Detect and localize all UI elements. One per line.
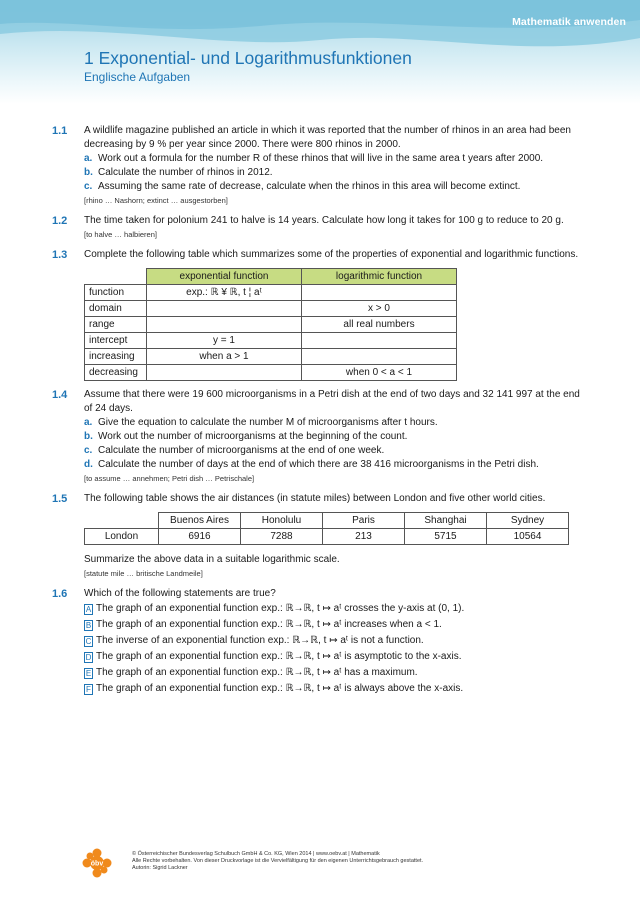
row-label: function <box>85 285 147 301</box>
sub-letter: c. <box>84 181 93 192</box>
task-text: Assume that there were 19 600 microorganisms in a Petri dish at the end of two days and 32 141 997 at the end of 24 days. <box>84 389 580 414</box>
choice-checkbox[interactable]: D <box>85 652 92 662</box>
choice-text: The graph of an exponential function exp.: ℝ→ℝ, t ↦ aᵗ has a maximum. <box>96 667 418 678</box>
footer-line: Alle Rechte vorbehalten. Von dieser Druckvorlage ist die Vervielfältigung für den eigenen Unterrichtsgebrauch gestattet. <box>132 858 424 864</box>
table-row <box>85 301 457 317</box>
table-cell: when a > 1 <box>147 349 302 365</box>
table-cell: exp.: ℝ ¥ ℝ, t ¦ aᵗ <box>147 285 302 301</box>
worksheet-content <box>0 124 640 704</box>
task-1-3 <box>0 248 640 381</box>
sub-letter: c. <box>84 445 93 456</box>
table-row <box>85 529 569 545</box>
choice-text: The graph of an exponential function exp.: ℝ→ℝ, t ↦ aᵗ is always above the x-axis. <box>96 683 464 694</box>
task-text: The time taken for polonium 241 to halve is 14 years. Calculate how long it takes for 100 g to reduce to 20 g. <box>84 215 564 226</box>
task-1-5 <box>0 492 640 580</box>
table-row <box>85 365 457 381</box>
sub-item <box>84 152 590 166</box>
table-cell: 5715 <box>405 529 487 545</box>
sub-text: Calculate the number of rhinos in 2012. <box>98 167 273 178</box>
vocabulary-note: [to halve … halbieren] <box>84 230 157 239</box>
table-cell: 6916 <box>159 529 241 545</box>
footer-line: Autorin: Sigrid Lackner <box>132 865 188 871</box>
table-cell: x > 0 <box>302 301 457 317</box>
choice-checkbox[interactable]: C <box>85 636 92 646</box>
task-text: Which of the following statements are true? <box>84 588 276 599</box>
table-cell: y = 1 <box>147 333 302 349</box>
vocabulary-note: [to assume … annehmen; Petri dish … Petrischale] <box>84 474 255 483</box>
table-row <box>85 285 457 301</box>
task-1-6 <box>0 587 640 697</box>
column-header: logarithmic function <box>302 269 457 285</box>
row-label: intercept <box>85 333 147 349</box>
sub-letter: a. <box>84 417 93 428</box>
table-row <box>85 333 457 349</box>
table-cell <box>302 349 457 365</box>
column-header: Buenos Aires <box>159 513 241 529</box>
sub-text: Work out a formula for the number R of these rhinos that will live in the same area t years after 2000. <box>98 153 544 164</box>
sub-item <box>84 430 590 444</box>
choice-item[interactable] <box>84 681 590 697</box>
vocabulary-note: [statute mile … britische Landmeile] <box>84 569 203 578</box>
table-cell <box>147 301 302 317</box>
sub-item <box>84 444 590 458</box>
task-text: Summarize the above data in a suitable logarithmic scale. <box>84 554 340 565</box>
sub-item <box>84 180 590 194</box>
sub-item <box>84 458 590 472</box>
task-number: 1.3 <box>52 249 68 261</box>
row-label: increasing <box>85 349 147 365</box>
choice-text: The graph of an exponential function exp.: ℝ→ℝ, t ↦ aᵗ crosses the y-axis at (0, 1). <box>96 603 465 614</box>
table-cell: all real numbers <box>302 317 457 333</box>
sub-text: Calculate the number of days at the end of which there are 38 416 microorganisms in the Petri dish. <box>98 459 539 470</box>
choice-item[interactable] <box>84 649 590 665</box>
row-label: domain <box>85 301 147 317</box>
choice-text: The inverse of an exponential function exp.: ℝ→ℝ, t ↦ aᵗ is not a function. <box>96 635 424 646</box>
column-header: Sydney <box>487 513 569 529</box>
choice-checkbox[interactable]: F <box>84 684 93 695</box>
task-number: 1.1 <box>52 125 68 137</box>
page-title: 1 Exponential- und Logarithmusfunktionen <box>84 48 412 68</box>
task-1-1 <box>0 124 640 207</box>
sub-text: Calculate the number of microorganisms at the end of one week. <box>98 445 385 456</box>
table-cell <box>302 285 457 301</box>
choice-text: The graph of an exponential function exp.: ℝ→ℝ, t ↦ aᵗ is asymptotic to the x-axis. <box>96 651 462 662</box>
column-header: Honolulu <box>241 513 323 529</box>
row-label: London <box>85 529 159 545</box>
column-header: Paris <box>323 513 405 529</box>
column-header: exponential function <box>147 269 302 285</box>
task-text: The following table shows the air distances (in statute miles) between London and five other world cities. <box>84 493 546 504</box>
page-subtitle: Englische Aufgaben <box>84 70 191 84</box>
table-cell: 7288 <box>241 529 323 545</box>
task-number: 1.4 <box>52 389 68 401</box>
table-cell: when 0 < a < 1 <box>302 365 457 381</box>
choice-item[interactable] <box>84 601 590 617</box>
choice-checkbox[interactable]: E <box>85 668 92 678</box>
row-label: range <box>85 317 147 333</box>
table-cell: 10564 <box>487 529 569 545</box>
task-number: 1.5 <box>52 493 68 505</box>
sub-text: Assuming the same rate of decrease, calculate when the rhinos in this area will become extinct. <box>98 181 521 192</box>
choice-checkbox[interactable]: A <box>85 604 92 614</box>
table-cell: 213 <box>323 529 405 545</box>
sub-text: Work out the number of microorganisms at the beginning of the count. <box>98 431 408 442</box>
choice-text: The graph of an exponential function exp.: ℝ→ℝ, t ↦ aᵗ increases when a < 1. <box>96 619 442 630</box>
copyright-footer <box>132 851 423 872</box>
choice-item[interactable] <box>84 617 590 633</box>
table-row <box>85 317 457 333</box>
task-number: 1.6 <box>52 588 68 600</box>
table-corner <box>85 513 159 529</box>
properties-table <box>84 268 457 381</box>
logo-text: öbv <box>90 860 104 868</box>
table-row <box>85 349 457 365</box>
sub-item <box>84 416 590 430</box>
vocabulary-note: [rhino … Nashorn; extinct … ausgestorben] <box>84 196 228 205</box>
column-header: Shanghai <box>405 513 487 529</box>
sub-letter: d. <box>84 459 93 470</box>
sub-text: Give the equation to calculate the number M of microorganisms after t hours. <box>98 417 438 428</box>
table-cell <box>147 365 302 381</box>
sub-letter: a. <box>84 153 93 164</box>
choice-item[interactable] <box>84 665 590 681</box>
task-1-2 <box>0 214 640 241</box>
task-number: 1.2 <box>52 215 68 227</box>
table-cell <box>302 333 457 349</box>
choice-item[interactable] <box>84 633 590 649</box>
sub-letter: b. <box>84 431 93 442</box>
task-text: Complete the following table which summarizes some of the properties of exponential and logarithmic functions. <box>84 249 579 260</box>
task-1-4 <box>0 388 640 485</box>
sub-letter: b. <box>84 167 93 178</box>
footer-line: © Österreichischer Bundesverlag Schulbuch GmbH & Co. KG, Wien 2014 | www.oebv.at | Mathematik <box>132 851 380 857</box>
table-cell <box>147 317 302 333</box>
table-corner <box>85 269 147 285</box>
air-distance-table <box>84 512 569 545</box>
series-label: Mathematik anwenden <box>512 16 626 28</box>
choice-checkbox[interactable]: B <box>85 620 92 630</box>
publisher-logo-icon <box>82 848 112 878</box>
task-text: A wildlife magazine published an article in which it was reported that the number of rhinos in an area had been decreasing by 9 % per year since 2000. There were 800 rhinos in 2000. <box>84 125 571 150</box>
row-label: decreasing <box>85 365 147 381</box>
sub-item <box>84 166 590 180</box>
